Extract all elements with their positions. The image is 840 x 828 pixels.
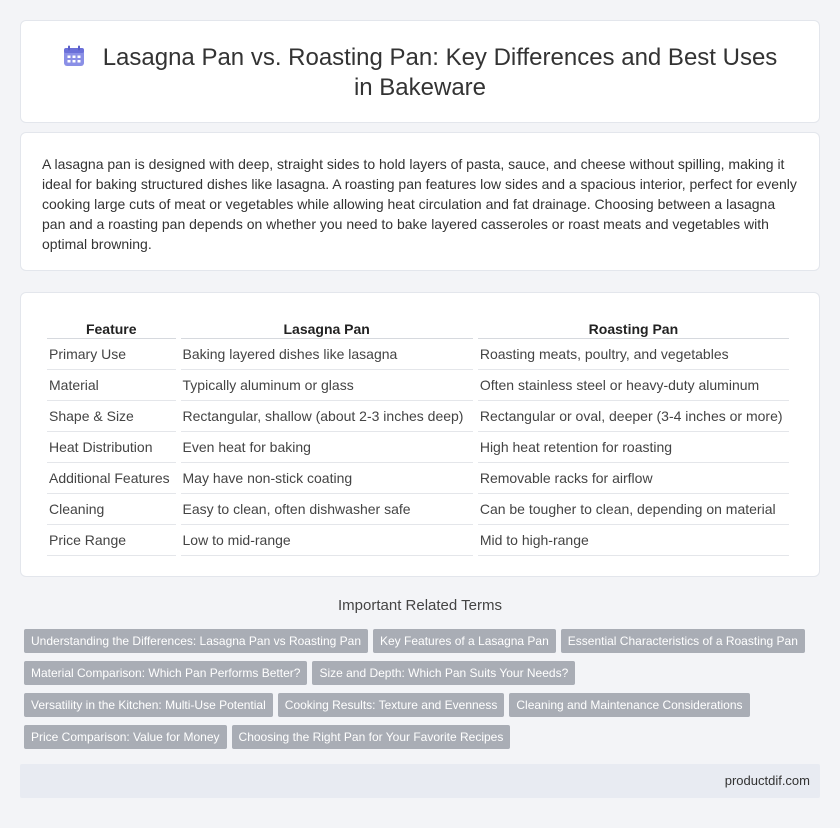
related-terms-heading: Important Related Terms [338, 597, 502, 614]
page-title-text: Lasagna Pan vs. Roasting Pan: Key Differences and Best Uses in Bakeware [102, 44, 778, 101]
intro-card [20, 132, 820, 271]
intro-paragraph: A lasagna pan is designed with deep, straight sides to hold layers of pasta, sauce, and cheese without spilling, making it ideal for baking structured dishes like lasagna. A roasting pan features low sides and a spacious interior, perfect for evenly cooking large cuts of meat or vegetables while allowing heat circulation and fat drainage. Choosing between a lasagna pan and a roasting pan depends on whether you need to bake layered casseroles or roast meats and vegetables with optimal browning. [42, 156, 797, 252]
table-cell-lasagna: Even heat for baking [181, 432, 473, 463]
comparison-table [42, 313, 794, 556]
related-term-tag[interactable]: Key Features of a Lasagna Pan [373, 629, 556, 653]
table-header-feature: Feature [47, 313, 176, 339]
table-cell-feature: Additional Features [47, 463, 176, 494]
table-row [47, 432, 789, 463]
table-cell-roasting: High heat retention for roasting [478, 432, 789, 463]
related-term-tag[interactable]: Understanding the Differences: Lasagna Pan vs Roasting Pan [24, 629, 368, 653]
table-cell-roasting: Removable racks for airflow [478, 463, 789, 494]
comparison-table-card [20, 292, 820, 577]
related-term-tag[interactable]: Choosing the Right Pan for Your Favorite Recipes [232, 725, 511, 749]
table-cell-lasagna: Low to mid-range [181, 525, 473, 556]
related-term-tag[interactable]: Cooking Results: Texture and Evenness [278, 693, 505, 717]
table-cell-lasagna: Baking layered dishes like lasagna [181, 339, 473, 370]
table-row [47, 463, 789, 494]
table-cell-roasting: Roasting meats, poultry, and vegetables [478, 339, 789, 370]
header-card [20, 20, 820, 123]
table-header-lasagna-pan: Lasagna Pan [181, 313, 473, 339]
table-row [47, 401, 789, 432]
table-cell-feature: Material [47, 370, 176, 401]
table-cell-feature: Primary Use [47, 339, 176, 370]
table-cell-lasagna: Typically aluminum or glass [181, 370, 473, 401]
related-term-tag[interactable]: Essential Characteristics of a Roasting Pan [561, 629, 805, 653]
table-cell-roasting: Often stainless steel or heavy-duty aluminum [478, 370, 789, 401]
table-cell-lasagna: May have non-stick coating [181, 463, 473, 494]
table-cell-roasting: Rectangular or oval, deeper (3-4 inches or more) [478, 401, 789, 432]
table-row [47, 525, 789, 556]
table-cell-feature: Shape & Size [47, 401, 176, 432]
table-row [47, 370, 789, 401]
table-header-roasting-pan: Roasting Pan [478, 313, 789, 339]
related-terms-tags [24, 629, 824, 757]
table-cell-lasagna: Easy to clean, often dishwasher safe [181, 494, 473, 525]
calendar-icon [63, 45, 85, 67]
related-term-tag[interactable]: Price Comparison: Value for Money [24, 725, 227, 749]
related-term-tag[interactable]: Cleaning and Maintenance Considerations [509, 693, 749, 717]
table-cell-lasagna: Rectangular, shallow (about 2-3 inches deep) [181, 401, 473, 432]
table-row [47, 494, 789, 525]
related-term-tag[interactable]: Versatility in the Kitchen: Multi-Use Potential [24, 693, 273, 717]
table-cell-feature: Price Range [47, 525, 176, 556]
page-title [51, 43, 789, 103]
related-term-tag[interactable]: Material Comparison: Which Pan Performs Better? [24, 661, 307, 685]
footer [20, 764, 820, 798]
table-cell-roasting: Can be tougher to clean, depending on material [478, 494, 789, 525]
table-cell-roasting: Mid to high-range [478, 525, 789, 556]
table-header-row [47, 313, 789, 339]
table-row [47, 339, 789, 370]
table-cell-feature: Heat Distribution [47, 432, 176, 463]
footer-site-link[interactable]: productdif.com [724, 773, 810, 788]
related-term-tag[interactable]: Size and Depth: Which Pan Suits Your Needs? [312, 661, 575, 685]
table-cell-feature: Cleaning [47, 494, 176, 525]
